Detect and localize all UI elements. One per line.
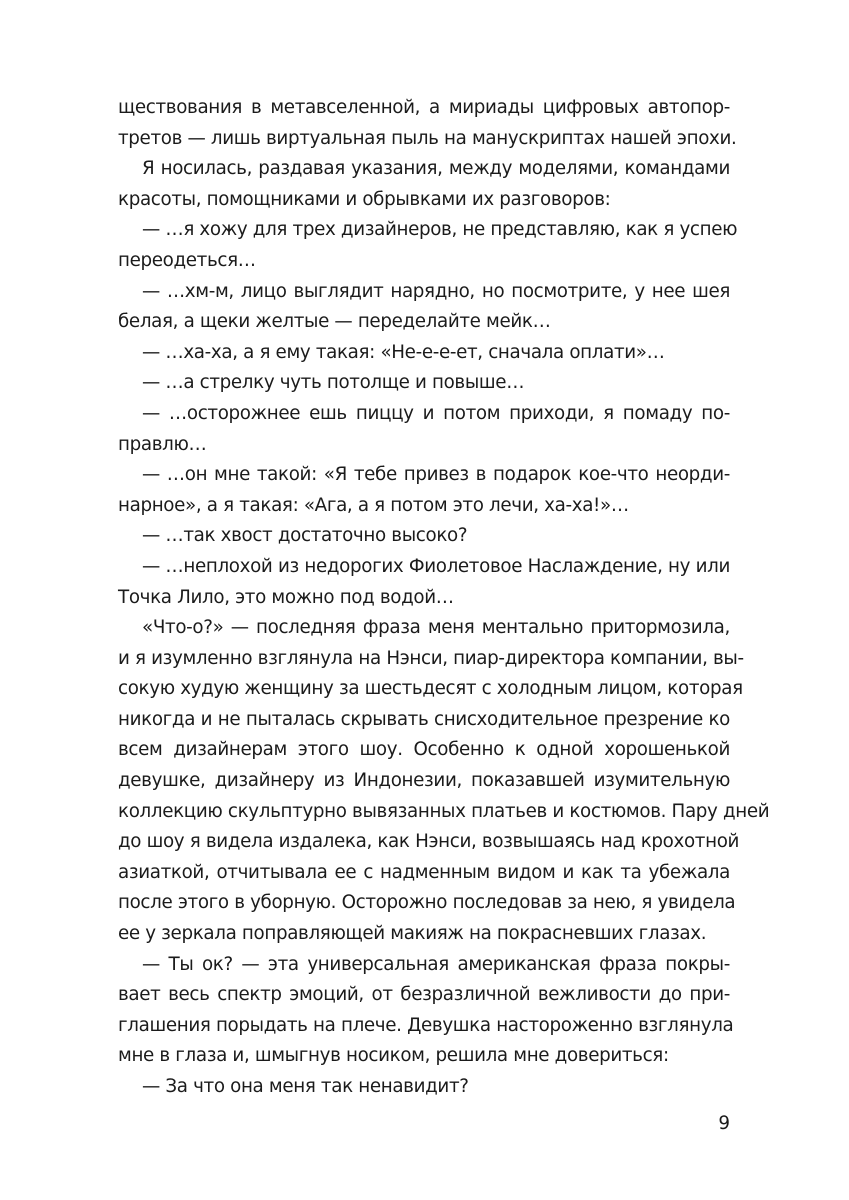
body-text <box>118 93 770 1103</box>
text-line: Точка Лило, это можно под водой… <box>118 586 454 608</box>
text-line: — …хм-м, лицо выглядит нарядно, но посмотрите, у нее шея <box>142 280 730 302</box>
text-line: ществования в метавселенной, а мириады цифровых автопор- <box>118 97 730 118</box>
text-line: глашения порыдать на плече. Девушка настороженно взглянула <box>118 1014 734 1036</box>
text-line: — …а стрелку чуть потолще и повыше… <box>142 372 525 394</box>
page-number: 9 <box>718 1113 730 1134</box>
text-line: — …ха-ха, а я ему такая: «Не-е-е-ет, сначала оплати»… <box>142 341 665 363</box>
text-line: — За что она меня так ненавидит? <box>142 1076 469 1097</box>
text-line: красоты, помощниками и обрывками их разговоров: <box>118 188 611 210</box>
text-line: азиаткой, отчитывала ее с надменным видом и как та убежала <box>118 861 730 883</box>
text-line: до шоу я видела издалека, как Нэнси, возвышаясь над крохотной <box>118 831 740 853</box>
text-line: никогда и не пыталась скрывать снисходительное презрение ко <box>118 708 730 730</box>
text-line: Я носилась, раздавая указания, между моделями, командами <box>142 158 730 180</box>
text-line: — …неплохой из недорогих Фиолетовое Наслаждение, ну или <box>142 555 730 577</box>
text-line: и я изумленно взглянула на Нэнси, пиар-директора компании, вы- <box>118 647 744 669</box>
text-line: девушке, дизайнеру из Индонезии, показавшей изумительную <box>118 770 730 792</box>
text-line: всем дизайнерам этого шоу. Особенно к одной хорошенькой <box>118 739 730 761</box>
text-line: белая, а щеки желтые — переделайте мейк… <box>118 311 551 333</box>
text-line: — …я хожу для трех дизайнеров, не представляю, как я успею <box>142 219 738 241</box>
text-line: мне в глаза и, шмыгнув носиком, решила мне довериться: <box>118 1045 669 1067</box>
text-line: — …он мне такой: «Я тебе привез в подарок кое-что неорди- <box>142 464 730 486</box>
text-line: — …осторожнее ешь пиццу и потом приходи, я помаду по- <box>142 402 730 424</box>
text-line: коллекцию скульптурно вывязанных платьев и костюмов. Пару дней <box>118 800 770 822</box>
text-line: «Что-о?» — последняя фраза меня ментально притормозила, <box>142 617 730 639</box>
text-line: после этого в уборную. Осторожно последовав за нею, я увидела <box>118 892 736 914</box>
text-line: переодеться… <box>118 249 256 271</box>
text-line: ее у зеркала поправляющей макияж на покрасневших глазах. <box>118 923 707 945</box>
text-line: сокую худую женщину за шестьдесят с холодным лицом, которая <box>118 678 743 700</box>
text-line: нарное», а я такая: «Ага, а я потом это лечи, ха-ха!»… <box>118 494 629 516</box>
text-line: правлю… <box>118 433 207 455</box>
text-line: — …так хвост достаточно высоко? <box>142 525 468 547</box>
text-line: — Ты ок? — эта универсальная американская фраза покры- <box>142 953 730 975</box>
text-line: вает весь спектр эмоций, от безразличной вежливости до при- <box>118 984 730 1006</box>
text-line: третов — лишь виртуальная пыль на манускриптах нашей эпохи. <box>118 127 737 149</box>
